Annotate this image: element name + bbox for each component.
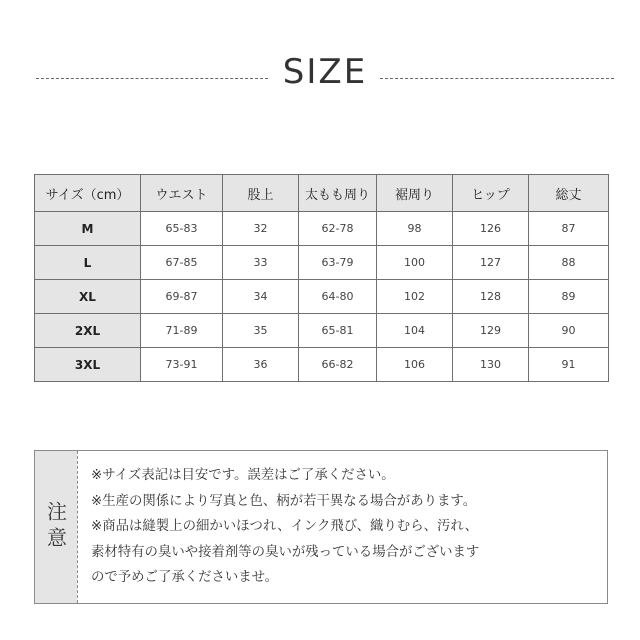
table-row <box>35 280 609 314</box>
table-cell: 127 <box>453 246 529 280</box>
table-cell: L <box>35 246 141 280</box>
table-cell: 106 <box>377 348 453 382</box>
page-title: SIZE <box>282 52 368 92</box>
title-divider-left <box>36 78 268 79</box>
table-cell: 88 <box>529 246 609 280</box>
notice-line: 素材特有の臭いや接着剤等の臭いが残っている場合がございます <box>91 544 480 560</box>
table-cell: 34 <box>223 280 299 314</box>
table-cell: XL <box>35 280 141 314</box>
table-cell: 128 <box>453 280 529 314</box>
notice-line: ※サイズ表記は目安です。誤差はご了承ください。 <box>91 468 395 483</box>
table-cell: 89 <box>529 280 609 314</box>
table-cell: 32 <box>223 212 299 246</box>
table-cell: 69-87 <box>141 280 223 314</box>
table-cell: 126 <box>453 212 529 246</box>
table-cell: 3XL <box>35 348 141 382</box>
title-divider-right <box>380 78 614 79</box>
table-cell: 2XL <box>35 314 141 348</box>
table-cell: 67-85 <box>141 246 223 280</box>
table-cell: 66-82 <box>299 348 377 382</box>
column-header: 裾周り <box>377 175 453 212</box>
column-header: 太もも周り <box>299 175 377 212</box>
notice-line: ので予めご了承くださいませ。 <box>91 570 279 586</box>
table-row <box>35 246 609 280</box>
size-table <box>34 174 609 382</box>
column-header: サイズ（cm） <box>35 175 141 212</box>
column-header: 総丈 <box>529 175 609 212</box>
notice-text <box>91 463 603 591</box>
table-cell: 63-79 <box>299 246 377 280</box>
column-header: ヒップ <box>453 175 529 212</box>
table-cell: 65-81 <box>299 314 377 348</box>
notice-divider <box>77 451 78 603</box>
table-cell: 35 <box>223 314 299 348</box>
table-cell: 102 <box>377 280 453 314</box>
table-cell: M <box>35 212 141 246</box>
notice-box <box>34 450 608 604</box>
title-row <box>0 52 640 100</box>
table-cell: 90 <box>529 314 609 348</box>
table-cell: 104 <box>377 314 453 348</box>
table-cell: 64-80 <box>299 280 377 314</box>
column-header: 股上 <box>223 175 299 212</box>
table-row <box>35 348 609 382</box>
table-cell: 98 <box>377 212 453 246</box>
table-cell: 65-83 <box>141 212 223 246</box>
table-cell: 91 <box>529 348 609 382</box>
table-cell: 71-89 <box>141 314 223 348</box>
table-cell: 130 <box>453 348 529 382</box>
table-cell: 33 <box>223 246 299 280</box>
notice-line: ※生産の関係により写真と色、柄が若干異なる場合があります。 <box>91 493 477 509</box>
table-cell: 62-78 <box>299 212 377 246</box>
notice-label-panel <box>35 451 77 603</box>
table-cell: 100 <box>377 246 453 280</box>
column-header: ウエスト <box>141 175 223 212</box>
table-cell: 87 <box>529 212 609 246</box>
table-row <box>35 314 609 348</box>
table-cell: 36 <box>223 348 299 382</box>
notice-label: 注意 <box>43 501 68 553</box>
table-row <box>35 212 609 246</box>
table-cell: 129 <box>453 314 529 348</box>
table-cell: 73-91 <box>141 348 223 382</box>
table-header-row <box>35 175 609 212</box>
notice-line: ※商品は縫製上の細かいほつれ、インク飛び、織りむら、汚れ、 <box>91 519 478 535</box>
